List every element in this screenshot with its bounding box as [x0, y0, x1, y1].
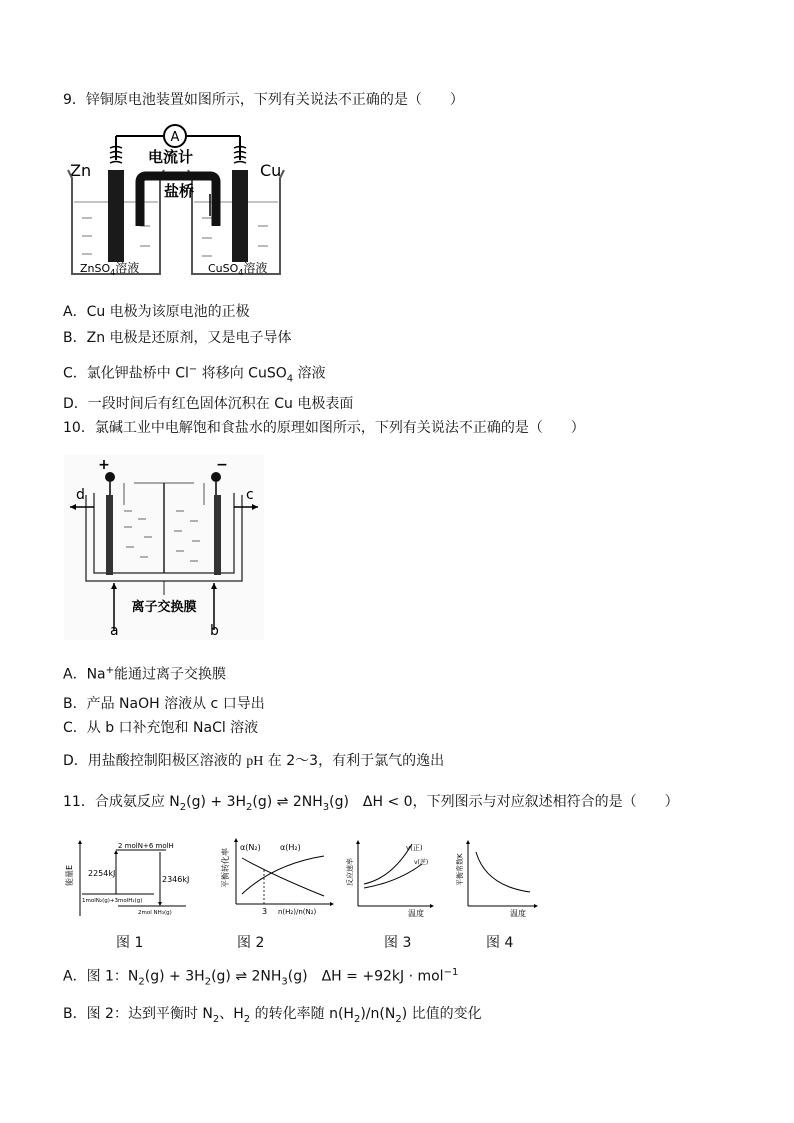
- svg-text:d: d: [76, 487, 85, 503]
- svg-text:ZnSO4溶液: ZnSO$_4$溶液: [80, 261, 140, 277]
- svg-text:a: a: [110, 623, 119, 639]
- svg-text:反应速率: 反应速率: [346, 858, 354, 886]
- svg-text:α(N₂): α(N₂): [240, 843, 261, 852]
- q9-option-b: B．Zn 电极是还原剂，又是电子导体: [63, 330, 292, 346]
- svg-text:平衡转化率: 平衡转化率: [221, 848, 230, 888]
- q11-fig2-conversion-plot: [214, 836, 338, 920]
- svg-text:盐桥: 盐桥: [164, 182, 195, 200]
- svg-text:−: −: [216, 457, 228, 473]
- q10-option-b: B．产品 NaOH 溶液从 c 口导出: [63, 696, 265, 712]
- svg-text:2 molN+6 molH: 2 molN+6 molH: [118, 842, 174, 850]
- q10-stem: 10．氯碱工业中电解饱和食盐水的原理如图所示，下列有关说法不正确的是（ ）: [63, 420, 585, 436]
- svg-text:Zn: Zn: [70, 161, 92, 180]
- q10-option-c: C．从 b 口补充饱和 NaCl 溶液: [63, 720, 259, 736]
- q11-fig3-caption: 图 3: [384, 935, 412, 951]
- svg-text:温度: 温度: [408, 909, 424, 918]
- q11-fig1-caption: 图 1: [116, 935, 144, 951]
- q11-fig2-caption: 图 2: [237, 935, 265, 951]
- svg-text:n(H₂)/n(N₂): n(H₂)/n(N₂): [278, 908, 317, 916]
- svg-text:能量E: 能量E: [65, 864, 74, 886]
- q11-option-b: B．图 2：达到平衡时 $N_2$、$H_2$ 的转化率随 $n(H_2)/n(N_2)$ 比值的变化: [63, 1006, 482, 1025]
- svg-text:v(正): v(正): [406, 844, 423, 852]
- svg-text:b: b: [210, 623, 219, 639]
- q11-fig4-k-plot: [452, 838, 542, 918]
- svg-text:离子交换膜: 离子交换膜: [131, 600, 197, 615]
- svg-text:2346kJ: 2346kJ: [162, 875, 190, 884]
- svg-text:v(逆): v(逆): [414, 859, 429, 866]
- q9-galvanic-cell-figure: [60, 118, 292, 280]
- svg-text:A: A: [170, 130, 180, 145]
- svg-text:温度: 温度: [510, 909, 526, 918]
- q11-fig4-caption: 图 4: [486, 935, 514, 951]
- q11-fig3-rate-plot: [342, 838, 438, 918]
- q11-option-a: A．图 1：$N_2(g) + 3H_2(g)$ ⇌ $2NH_3(g)$ ΔH = +92kJ · mol$^{-1}$: [63, 967, 459, 988]
- svg-text:2254kJ: 2254kJ: [88, 869, 116, 878]
- svg-text:电流计: 电流计: [148, 148, 194, 166]
- svg-text:CuSO4溶液: CuSO$_4$溶液: [208, 261, 268, 277]
- svg-text:3: 3: [262, 907, 268, 916]
- svg-text:1molN₂(g)+3molH₂(g): 1molN₂(g)+3molH₂(g): [82, 898, 143, 904]
- q9-option-d: D．一段时间后有红色固体沉积在 Cu 电极表面: [63, 396, 354, 412]
- svg-text:c: c: [246, 487, 254, 503]
- q10-electrolysis-figure: [64, 455, 264, 640]
- svg-text:Cu: Cu: [260, 161, 282, 180]
- svg-text:2mol NH₃(g): 2mol NH₃(g): [138, 910, 172, 916]
- q9-stem: 9．锌铜原电池装置如图所示，下列有关说法不正确的是（ ）: [63, 92, 464, 108]
- svg-text:平衡常数K: 平衡常数K: [456, 853, 464, 886]
- q10-option-a: A．Na+能通过离子交换膜: [63, 665, 227, 683]
- q10-option-d: D．用盐酸控制阳极区溶液的 pH 在 2～3，有利于氯气的逸出: [63, 753, 445, 769]
- q11-stem: 11．合成氨反应 $N_2(g) + 3H_2(g)$ ⇌ $2NH_3(g)$ ΔH < 0，下列图示与对应叙述相符合的是（ ）: [63, 794, 679, 813]
- q9-option-c: C．氯化钾盐桥中 Cl− 将移向 CuSO$_4$ 溶液: [63, 364, 326, 385]
- svg-text:α(H₂): α(H₂): [280, 843, 301, 852]
- q11-fig1-energy-diagram: [66, 838, 190, 920]
- q9-option-a: A．Cu 电极为该原电池的正极: [63, 304, 250, 320]
- svg-text:+: +: [98, 457, 110, 473]
